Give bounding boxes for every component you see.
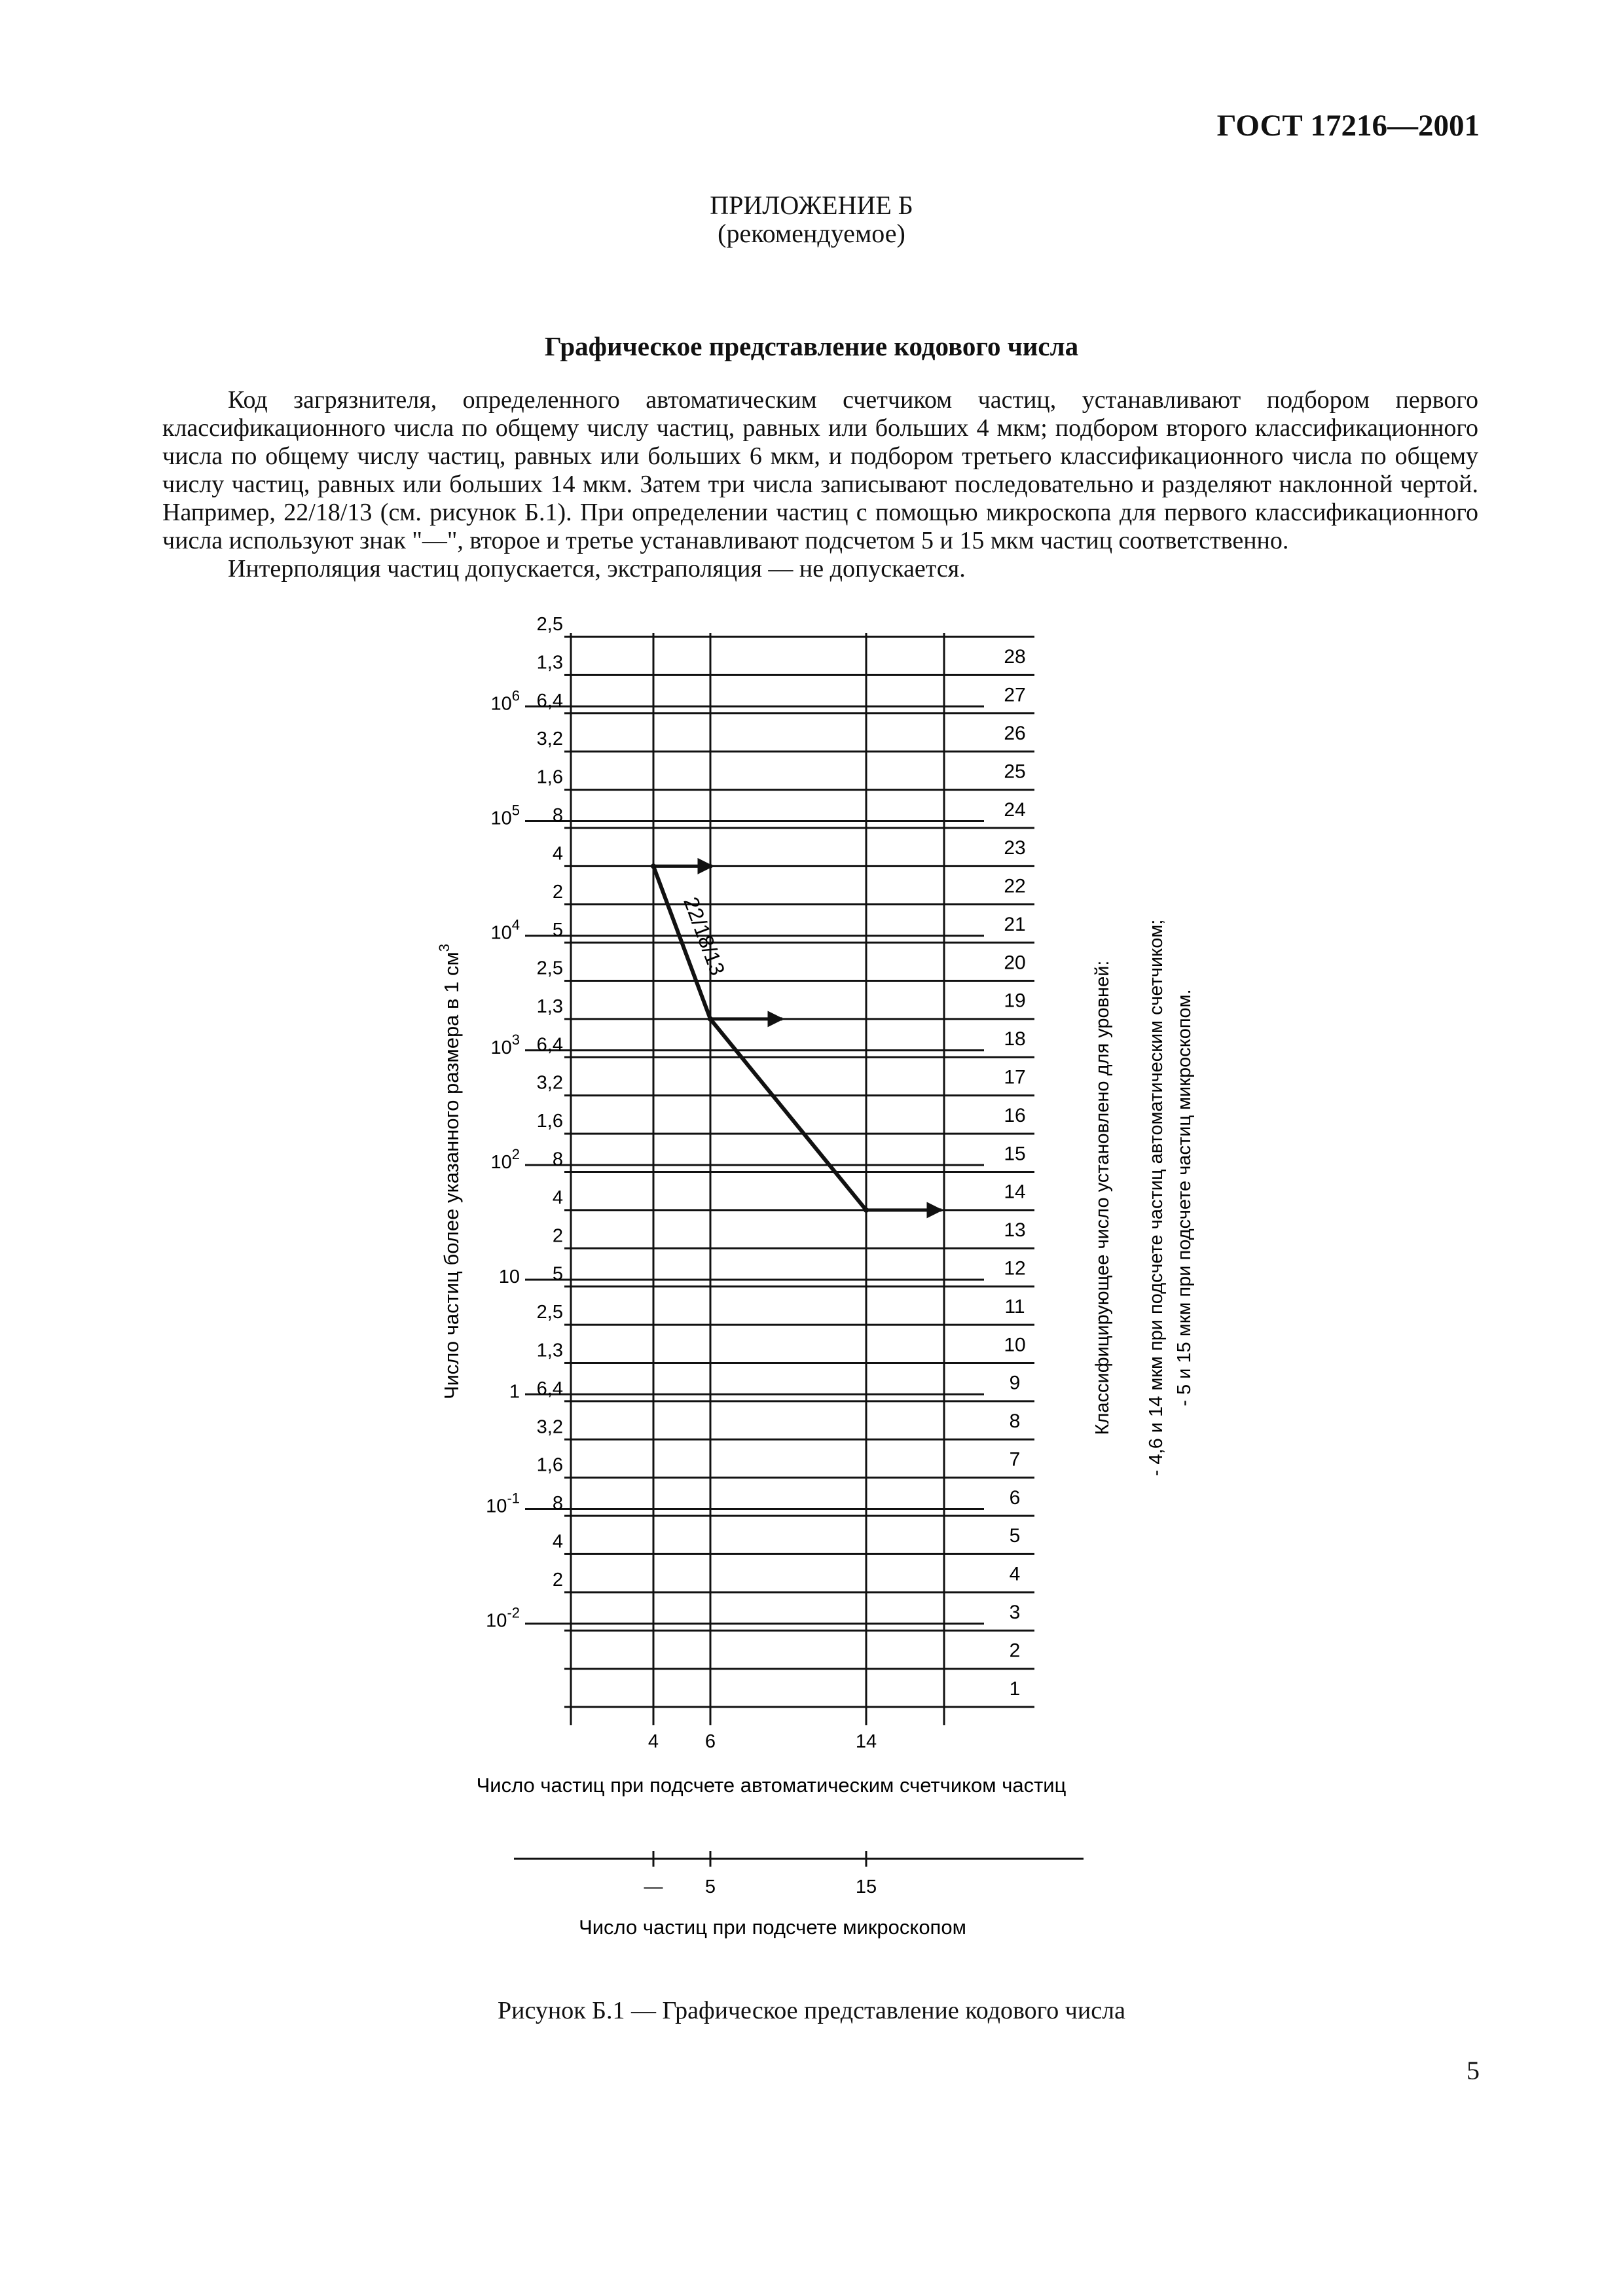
level-number-label: 27 <box>1004 684 1026 706</box>
level-number-label: 23 <box>1004 837 1026 859</box>
scale-tick-label: 3,2 <box>536 1072 563 1094</box>
paragraph: Интерполяция частиц допускается, экстраполяция — не допускается. <box>228 555 966 583</box>
scale-tick-label: 8 <box>552 1493 563 1515</box>
level-number-label: 21 <box>1004 913 1026 935</box>
scale-tick-label: 1,6 <box>536 1111 563 1132</box>
x-axis-label-microscope: Число частиц при подсчете микроскопом <box>579 1916 966 1939</box>
x-tick-label: 14 <box>855 1731 877 1752</box>
decade-label: $10^3$ <box>490 1031 520 1058</box>
decade-label: $10^5$ <box>490 802 520 829</box>
level-number-label: 19 <box>1004 990 1026 1012</box>
level-number-label: 28 <box>1004 646 1026 668</box>
decade-label: $10^{-2}$ <box>486 1604 520 1632</box>
level-number-label: 18 <box>1004 1028 1026 1050</box>
level-number-label: 12 <box>1004 1257 1026 1280</box>
level-number-label: 22 <box>1004 875 1026 897</box>
scale-tick-label: 6,4 <box>536 690 563 711</box>
level-number-label: 17 <box>1004 1066 1026 1088</box>
scale-tick-label: 4 <box>552 843 563 865</box>
level-number-label: 3 <box>1009 1602 1021 1624</box>
level-number-label: 16 <box>1004 1104 1026 1126</box>
scale-tick-label: 1,3 <box>536 652 563 673</box>
scale-tick-label: 8 <box>552 1149 563 1170</box>
level-number-label: 13 <box>1004 1219 1026 1242</box>
scale-tick-label: 1,3 <box>536 996 563 1017</box>
scale-tick-label: 3,2 <box>536 1416 563 1438</box>
level-number-label: 8 <box>1009 1410 1021 1433</box>
code-annotation: 22/18/13 <box>679 893 730 978</box>
scale-tick-label: 4 <box>552 1187 563 1208</box>
level-number-label: 25 <box>1004 761 1026 783</box>
appendix-title: ПРИЛОЖЕНИЕ Б <box>710 190 913 220</box>
level-number-label: 1 <box>1009 1677 1021 1700</box>
level-number-label: 4 <box>1009 1563 1021 1585</box>
scale-tick-label: 3,2 <box>536 728 563 750</box>
section-heading: Графическое представление кодового числа <box>544 331 1079 361</box>
decade-label: $10^{-1}$ <box>486 1490 520 1517</box>
level-number-label: 10 <box>1004 1334 1026 1356</box>
right-axis-label: - 4,6 и 14 мкм при подсчете частиц автоматическим счетчиком; <box>1146 919 1167 1477</box>
scale-tick-label: 1,6 <box>536 1454 563 1476</box>
decade-label: $10^6$ <box>490 687 520 715</box>
scale-tick-label: 2 <box>552 1569 563 1590</box>
paragraph: Код загрязнителя, определенного автоматическим счетчиком частиц, устанавливают подбором первого классификационного числа по общему числу частиц, равных или больших 4 мкм; подбором второго классификационного числа по общему числу частиц, равных или больших 6 мкм, и подбором третьего классификационного числа по общему числу частиц, равных или больших 14 мкм. Затем три числа записывают последовательно и разделяют наклонной чертой. Например, 22/18/13 (см. рисунок Б.1). При определении частиц с помощью микроскопа для первого классификационного числа используют знак "—", второе и третье устанавливают подсчетом 5 и 15 мкм частиц соответственно. <box>162 386 1478 554</box>
level-number-label: 7 <box>1009 1448 1021 1471</box>
x-tick-label: 6 <box>704 1731 716 1752</box>
right-axis-label: - 5 и 15 мкм при подсчете частиц микроскопом. <box>1174 989 1195 1407</box>
scale-tick-label: 2,5 <box>536 958 563 979</box>
scale-tick-label: 4 <box>552 1531 563 1552</box>
figure-caption: Рисунок Б.1 — Графическое представление кодового числа <box>498 1997 1125 2024</box>
level-number-label: 6 <box>1009 1486 1021 1509</box>
level-number-label: 2 <box>1009 1640 1021 1662</box>
scale-tick-label: 2 <box>552 1225 563 1247</box>
microscope-tick-label: 5 <box>704 1876 716 1897</box>
scale-tick-label: 6,4 <box>536 1378 563 1399</box>
chart-labels <box>436 614 1195 1939</box>
appendix-subtitle: (рекомендуемое) <box>718 219 905 248</box>
scale-tick-label: 5 <box>552 920 563 941</box>
scale-tick-label: 1,3 <box>536 1340 563 1361</box>
page-number: 5 <box>1467 2056 1480 2085</box>
chart-grid <box>514 633 1084 1867</box>
right-axis-label: Классифицирующее число установлено для уровней: <box>1092 960 1113 1435</box>
level-number-label: 9 <box>1009 1372 1021 1394</box>
scale-tick-label: 8 <box>552 804 563 826</box>
level-number-label: 11 <box>1004 1295 1025 1318</box>
chart-data-layer <box>651 863 941 1213</box>
scale-tick-label: 2,5 <box>536 1302 563 1323</box>
level-number-label: 14 <box>1004 1181 1026 1203</box>
decade-label: $10^2$ <box>490 1145 520 1173</box>
microscope-tick-label: 15 <box>855 1876 877 1897</box>
scale-tick-label: 1,6 <box>536 766 563 788</box>
scale-tick-label: 5 <box>552 1263 563 1285</box>
decade-label: 10 <box>498 1266 520 1288</box>
level-number-label: 24 <box>1004 798 1026 821</box>
scale-tick-label: 2 <box>552 881 563 903</box>
microscope-tick-label: — <box>644 1876 663 1897</box>
scale-tick-label: 2,5 <box>536 614 563 635</box>
y-axis-label: Число частиц более указанного размера в 1 $см^3$ <box>436 943 463 1400</box>
scale-tick-label: 6,4 <box>536 1034 563 1056</box>
level-number-label: 5 <box>1009 1525 1021 1547</box>
level-number-label: 26 <box>1004 722 1026 744</box>
x-axis-label-counter: Число частиц при подсчете автоматическим счетчиком частиц <box>476 1774 1067 1797</box>
x-tick-label: 4 <box>647 1731 659 1752</box>
level-number-label: 20 <box>1004 952 1026 974</box>
decade-label: 1 <box>509 1381 520 1403</box>
decade-label: $10^4$ <box>490 916 520 944</box>
document-header: ГОСТ 17216—2001 <box>1216 109 1480 143</box>
level-number-label: 15 <box>1004 1143 1026 1165</box>
